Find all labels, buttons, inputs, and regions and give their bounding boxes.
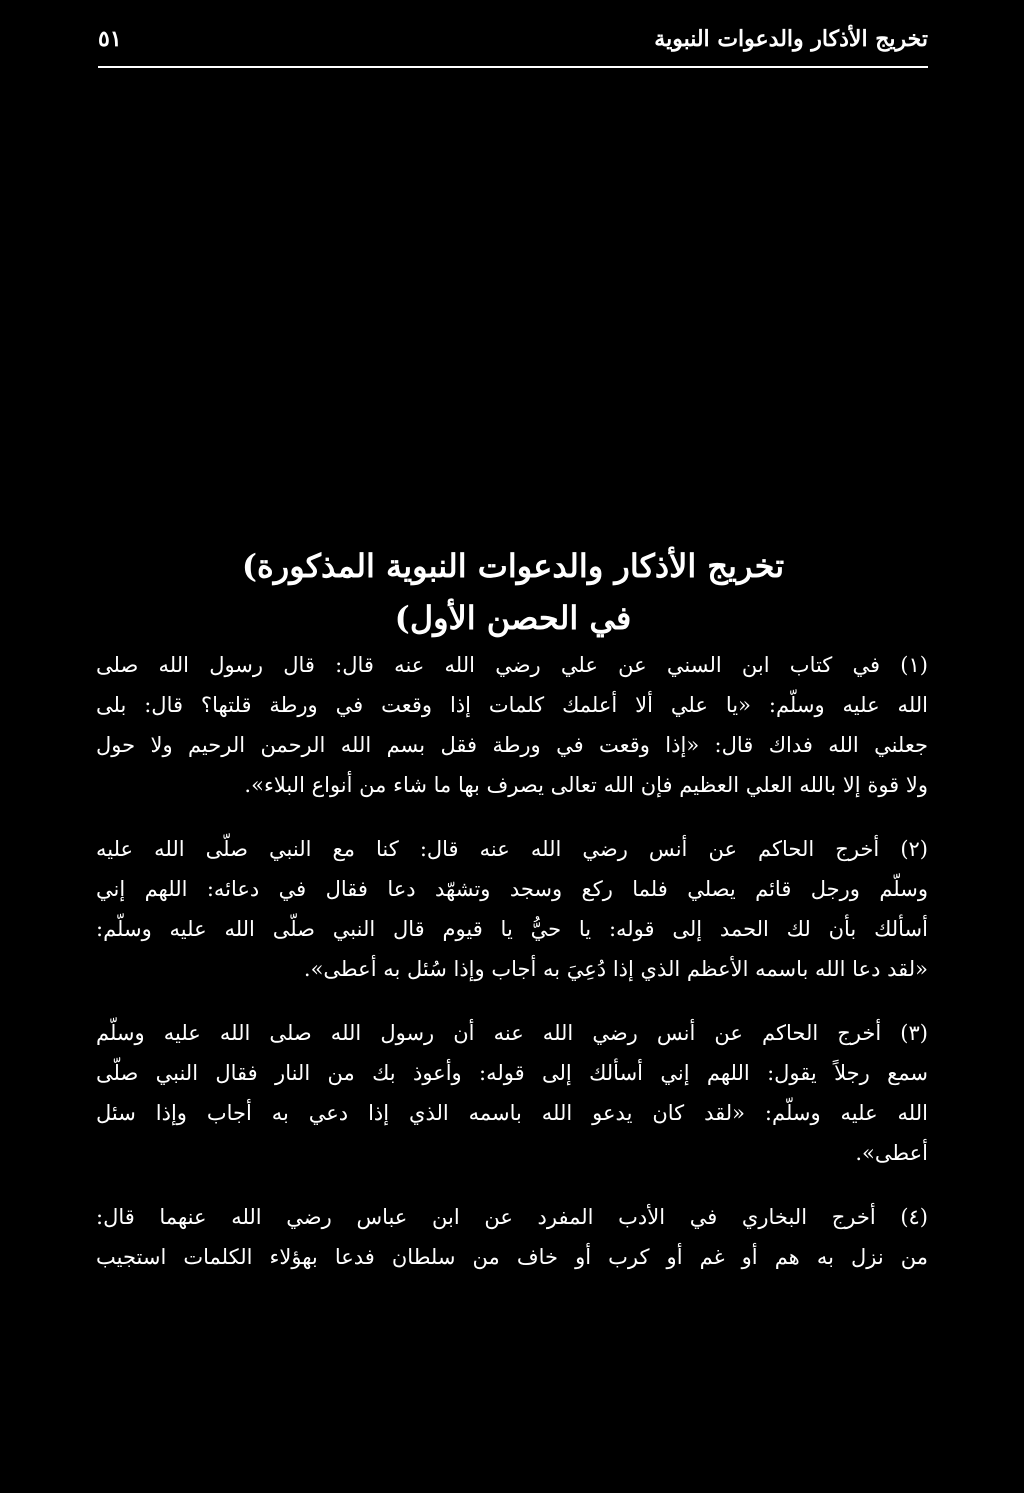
hadith-paragraph-2 [96,829,928,989]
text-line: ولا قوة إلا بالله العلي العظيم فإن الله تعالى يصرف بها ما شاء من أنواع البلاء». [244,773,928,797]
text-line: سمع رجلاً يقول: اللهم إني أسألك إلى قوله: وأعوذ بك من النار فقال النبي صلّى [96,1061,928,1085]
text-line: (١) في كتاب ابن السني عن علي رضي الله عنه قال: قال رسول الله صلى [96,653,928,677]
text-line: «لقد دعا الله باسمه الأعظم الذي إذا دُعِيَ به أجاب وإذا سُئل به أعطى». [303,957,928,981]
page-header [98,22,928,68]
body-text [96,645,928,1301]
running-title: تخريج الأذكار والدعوات النبوية [654,26,928,52]
hadith-paragraph-1 [96,645,928,805]
text-line: وسلّم ورجل قائم يصلي فلما ركع وسجد وتشهّد دعا فقال في دعائه: اللهم إني [96,877,928,901]
text-line: (٢) أخرج الحاكم عن أنس رضي الله عنه قال: كنا مع النبي صلّى الله عليه [96,837,928,861]
text-line: (٤) أخرج البخاري في الأدب المفرد عن ابن عباس رضي الله عنهما قال: [96,1205,928,1229]
text-line: أعطى». [855,1141,928,1165]
text-line: الله عليه وسلّم: «يا علي ألا أعلمك كلمات إذا وقعت في ورطة قلتها؟ قال: بلى [96,693,928,717]
text-line: من نزل به هم أو غم أو كرب أو خاف من سلطان فدعا بهؤلاء الكلمات استجيب [96,1245,928,1269]
hadith-paragraph-3 [96,1013,928,1173]
header-divider [98,66,928,68]
text-line: جعلني الله فداك قال: «إذا وقعت في ورطة فقل بسم الله الرحمن الرحيم ولا حول [96,733,928,757]
hadith-paragraph-4 [96,1197,928,1277]
text-line: (٣) أخرج الحاكم عن أنس رضي الله عنه أن رسول الله صلى الله عليه وسلّم [96,1021,928,1045]
text-line: أسألك بأن لك الحمد إلى قوله: يا حيُّ يا قيوم قال النبي صلّى الله عليه وسلّم: [96,917,928,941]
text-line: الله عليه وسلّم: «لقد كان يدعو الله باسمه الذي إذا دعي به أجاب وإذا سئل [96,1101,928,1125]
section-title-line-2: في الحصن الأول) [394,599,632,637]
section-title [98,540,928,644]
page-number: ٥١ [98,26,122,52]
section-title-line-1: تخريج الأذكار والدعوات النبوية المذكورة) [241,547,785,585]
